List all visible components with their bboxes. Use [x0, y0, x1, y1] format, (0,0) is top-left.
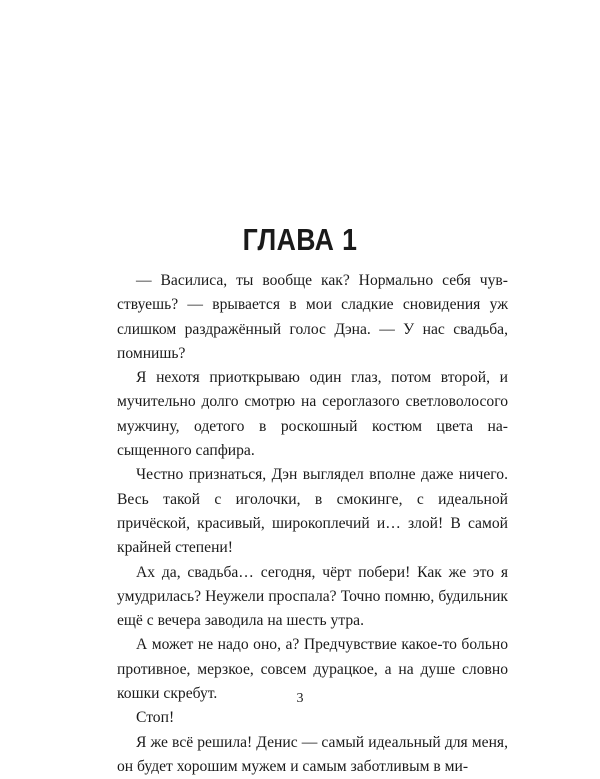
paragraph: А может не надо оно, а? Предчувствие какое-то больно противное, мерзкое, совсем дурацкое, а на душе словно кошки скребут.	[117, 636, 508, 703]
paragraph: Честно признаться, Дэн выглядел вполне даже ничего. Весь такой с иголочки, в смокинге, с идеальной причёской, красивый, широкоплечий и… злой! В самой крайней степени!	[117, 466, 508, 557]
chapter-title: ГЛАВА 1	[242, 222, 358, 257]
paragraph: Стоп!	[136, 709, 175, 727]
paragraph: Я нехотя приоткрываю один глаз, потом второй, и мучительно долго смотрю на сероглазого светловолосого мужчину, одетого в роскошный костюм цвета насыщенного сапфира.	[117, 369, 508, 460]
page-number: 3	[296, 691, 304, 706]
paragraph: — Василиса, ты вообще как? Нормально себя чувствуешь? — врывается в мои сладкие сновидения уж слишком раздражённый голос Дэна. — У нас свадьба, помнишь?	[117, 272, 508, 362]
paragraph: Я же всё решила! Денис — самый идеальный для меня, он будет хорошим мужем и самым заботливым в ми-	[117, 733, 508, 775]
paragraph: Ах да, свадьба… сегодня, чёрт побери! Как же это я умудрилась? Неужели проспала? Точно помню, будильник ещё с вечера заводила на шесть утра.	[117, 563, 508, 630]
